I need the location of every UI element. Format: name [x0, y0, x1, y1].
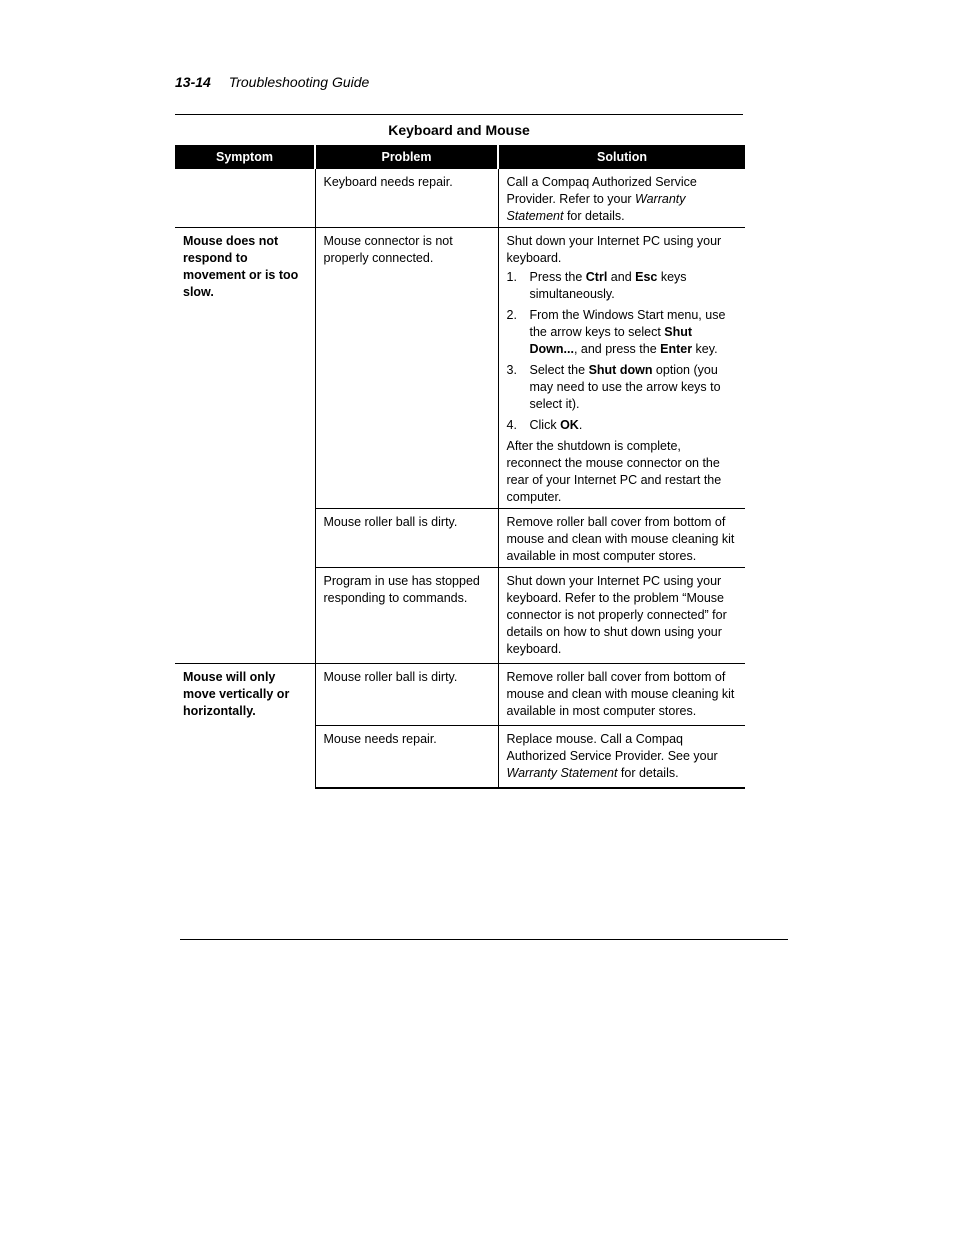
list-item: 1. Press the Ctrl and Esc keys simultaneously.: [506, 270, 687, 301]
problem-cell: Keyboard needs repair.: [315, 169, 498, 228]
solution-steps: [507, 269, 738, 434]
solution-intro: Shut down your Internet PC using your keyboard.: [506, 234, 722, 265]
table-row: [175, 664, 745, 726]
troubleshooting-table: [175, 145, 745, 789]
table-title: Keyboard and Mouse: [388, 122, 530, 138]
problem-cell: Mouse needs repair.: [315, 726, 498, 788]
symptom-cell: Mouse does not respond to movement or is too slow.: [175, 228, 315, 664]
solution-cell: Shut down your Internet PC using your keyboard. Refer to the problem “Mouse connector is not properly connected” for details on how to shut down using your keyboard.: [498, 568, 745, 664]
list-item: 4. Click OK.: [506, 418, 583, 432]
column-header-solution: Solution: [498, 145, 745, 169]
problem-cell: Mouse connector is not properly connected.: [315, 228, 498, 509]
footer-rule: [180, 939, 788, 940]
page-number: 13-14: [175, 74, 211, 90]
symptom-cell: Mouse will only move vertically or horizontally.: [175, 664, 315, 788]
table-header-row: [175, 145, 745, 169]
solution-cell: Call a Compaq Authorized Service Provider. Refer to your Warranty Statement for details.: [498, 169, 745, 228]
problem-cell: Mouse roller ball is dirty.: [315, 509, 498, 568]
solution-cell: Remove roller ball cover from bottom of mouse and clean with mouse cleaning kit available in most computer stores.: [498, 509, 745, 568]
list-item: 2. From the Windows Start menu, use the arrow keys to select Shut Down..., and press the Enter key.: [506, 308, 726, 356]
page-header: [175, 74, 369, 90]
problem-cell: Program in use has stopped responding to commands.: [315, 568, 498, 664]
solution-cell: Replace mouse. Call a Compaq Authorized Service Provider. See your Warranty Statement for details.: [498, 726, 745, 788]
problem-cell: Mouse roller ball is dirty.: [315, 664, 498, 726]
table-row: [175, 169, 745, 228]
symptom-cell: [175, 169, 315, 228]
column-header-symptom: Symptom: [175, 145, 315, 169]
solution-cell: Remove roller ball cover from bottom of mouse and clean with mouse cleaning kit available in most computer stores.: [498, 664, 745, 726]
running-title: Troubleshooting Guide: [228, 74, 370, 90]
solution-followup: After the shutdown is complete, reconnect the mouse connector on the rear of your Internet PC and restart the computer.: [506, 439, 722, 504]
solution-cell: [498, 228, 745, 509]
top-rule: [175, 114, 743, 115]
table-row: [175, 228, 745, 509]
list-item: 3. Select the Shut down option (you may need to use the arrow keys to select it).: [506, 363, 721, 411]
column-header-problem: Problem: [315, 145, 498, 169]
